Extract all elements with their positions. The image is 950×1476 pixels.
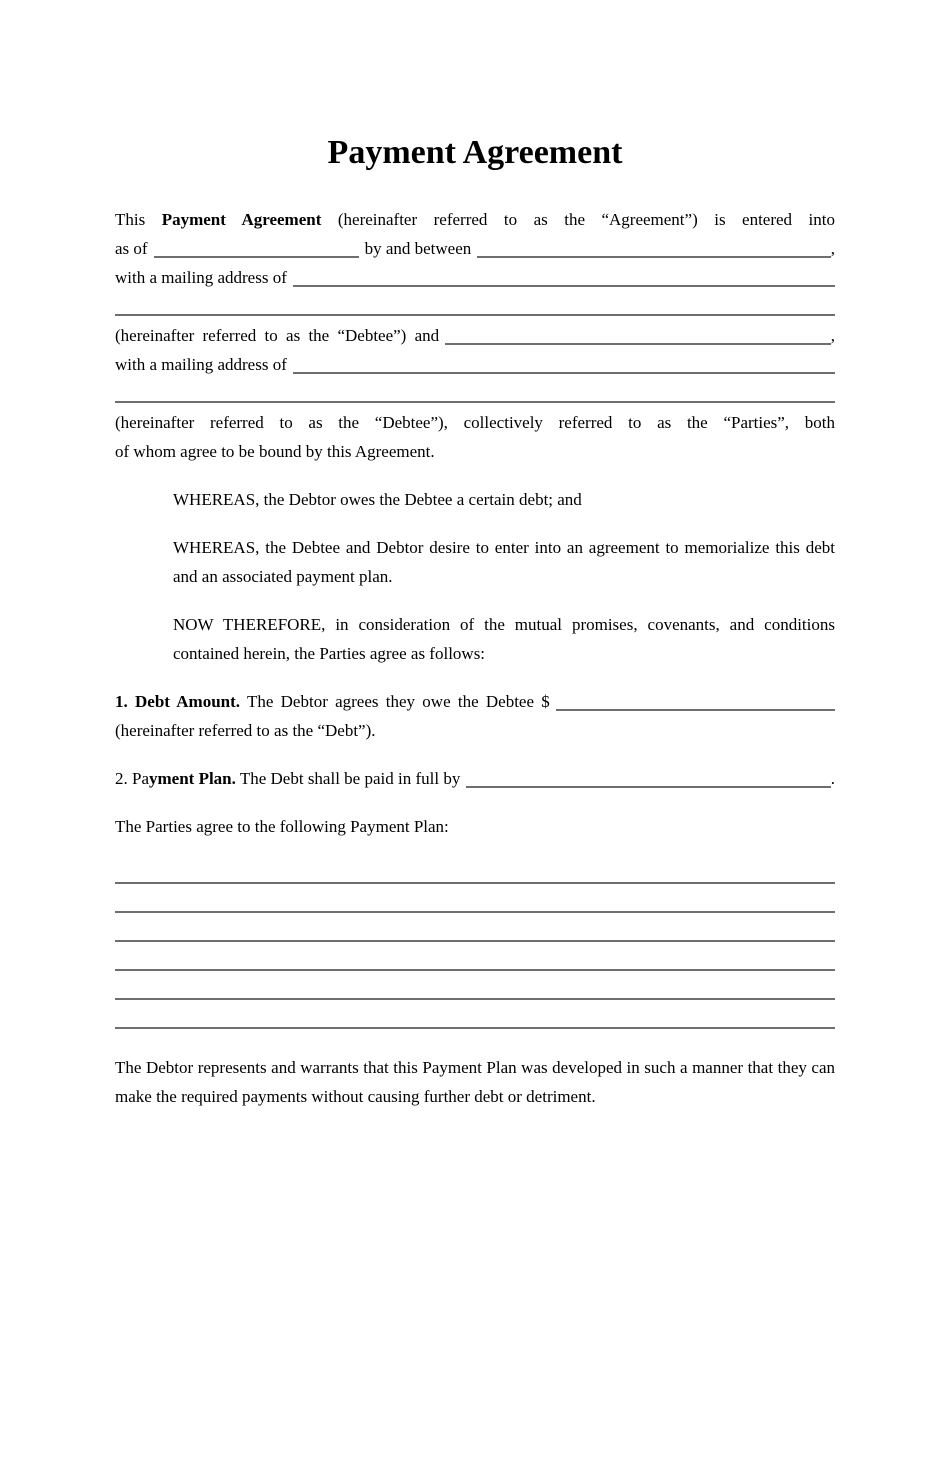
payment-due-date-field[interactable]	[466, 764, 830, 788]
payment-plan-number: 2. Pa	[115, 769, 149, 788]
intro-line-5	[115, 321, 835, 350]
intro-line-7	[115, 379, 835, 408]
effective-date-field[interactable]	[154, 234, 359, 258]
intro-line-5-comma: ,	[830, 326, 835, 345]
party1-address-field[interactable]	[293, 263, 835, 287]
intro-line-1-bold: Payment Agreement	[161, 210, 322, 229]
party1-address-cont-field[interactable]	[115, 292, 835, 316]
payment-plan-line-1-field[interactable]	[115, 860, 835, 884]
section-debt-amount	[115, 687, 835, 745]
intro-line-6	[115, 350, 835, 379]
payment-plan-blank-row	[115, 889, 835, 918]
payment-plan-line-2-field[interactable]	[115, 889, 835, 913]
document-title: Payment Agreement	[327, 134, 623, 171]
payment-plan-text	[115, 764, 460, 793]
party2-address-field[interactable]	[293, 350, 835, 374]
intro-line-2-comma: ,	[830, 239, 835, 258]
payment-plan-heading: yment Plan.	[149, 769, 236, 788]
now-therefore-clause: NOW THEREFORE, in consideration of the mutual promises, covenants, and conditions contained herein, the Parties agree as follows:	[173, 615, 835, 663]
party1-name-field[interactable]	[477, 234, 830, 258]
section-payment-plan	[115, 764, 835, 793]
intro-line-9: of whom agree to be bound by this Agreement.	[115, 442, 435, 461]
document-page	[0, 132, 950, 1111]
intro-paragraph	[115, 205, 835, 466]
payment-plan-line-4-field[interactable]	[115, 947, 835, 971]
intro-line-4	[115, 292, 835, 321]
debtor-representation-paragraph: The Debtor represents and warrants that this Payment Plan was developed in such a manner that they can make the required payments without causing further debt or detriment.	[115, 1058, 835, 1106]
payment-plan-blank-row	[115, 976, 835, 1005]
payment-plan-blank-lines	[115, 860, 835, 1034]
payment-plan-line-6-field[interactable]	[115, 1005, 835, 1029]
payment-plan-intro: The Parties agree to the following Payment Plan:	[115, 817, 449, 836]
debt-amount-field[interactable]	[556, 687, 835, 711]
payment-plan-sentence: The Debt shall be paid in full by	[239, 769, 461, 788]
party1-address-label: with a mailing address of	[115, 268, 287, 287]
intro-line-1	[115, 205, 835, 234]
payment-plan-blank-row	[115, 947, 835, 976]
payment-plan-blank-row	[115, 1005, 835, 1034]
party2-name-field[interactable]	[445, 321, 831, 345]
payment-plan-blank-row	[115, 860, 835, 889]
intro-line-3	[115, 263, 835, 292]
intro-line-8: (hereinafter referred to as the “Debtee”), collectively referred to as the “Parties”, both	[115, 413, 835, 432]
as-of-label: as of	[115, 239, 148, 258]
by-and-between-label: by and between	[364, 239, 472, 258]
debtee-ref-label: (hereinafter referred to as the “Debtee”) and	[115, 326, 440, 345]
payment-plan-line-5-field[interactable]	[115, 976, 835, 1000]
whereas-clause-1: WHEREAS, the Debtor owes the Debtee a certain debt; and	[173, 490, 582, 509]
debt-amount-heading: 1. Debt Amount.	[115, 692, 241, 711]
debt-amount-sentence: The Debtor agrees they owe the Debtee $	[246, 692, 550, 711]
intro-line-1-rest: (hereinafter referred to as the “Agreement”) is entered into	[321, 210, 835, 229]
intro-line-1-pre: This	[115, 210, 162, 229]
payment-plan-line-3-field[interactable]	[115, 918, 835, 942]
debt-amount-continuation: (hereinafter referred to as the “Debt”).	[115, 721, 376, 740]
payment-plan-line	[115, 764, 835, 793]
debt-amount-line	[115, 687, 835, 716]
debt-amount-text	[115, 687, 550, 716]
payment-plan-blank-row	[115, 918, 835, 947]
intro-line-2	[115, 234, 835, 263]
whereas-clause-2: WHEREAS, the Debtee and Debtor desire to enter into an agreement to memorialize this debt and an associated payment plan.	[173, 538, 835, 586]
payment-plan-period: .	[830, 769, 835, 788]
party2-address-cont-field[interactable]	[115, 379, 835, 403]
party2-address-label: with a mailing address of	[115, 355, 287, 374]
